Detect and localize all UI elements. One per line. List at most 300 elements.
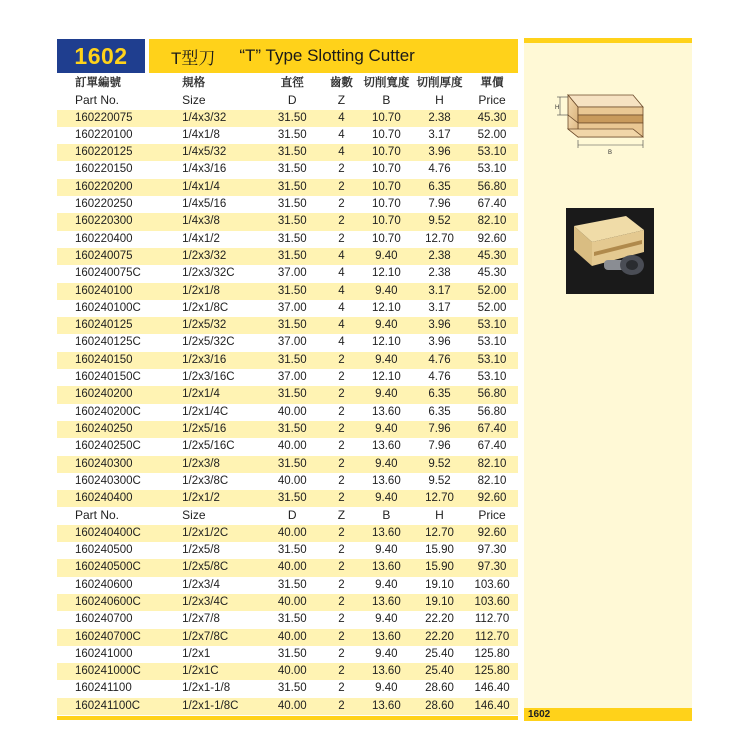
table-cell: 2 xyxy=(323,352,360,369)
table-cell: 12.70 xyxy=(413,490,466,507)
table-cell: 2 xyxy=(323,594,360,611)
table-cell: 31.50 xyxy=(261,231,323,248)
table-cell: Part No. xyxy=(57,92,168,109)
table-cell: 31.50 xyxy=(261,490,323,507)
table-row xyxy=(57,559,518,576)
table-cell: 19.10 xyxy=(413,577,466,594)
table-cell: 160240300 xyxy=(57,456,168,473)
table-cell: 3.17 xyxy=(413,127,466,144)
table-cell: 2 xyxy=(323,611,360,628)
table-row xyxy=(57,386,518,403)
side-panel-top-bar xyxy=(524,38,692,43)
table-cell: 40.00 xyxy=(261,525,323,542)
table-cell: 4 xyxy=(323,317,360,334)
table-cell: 31.50 xyxy=(261,248,323,265)
table-row xyxy=(57,300,518,317)
table-cell: 規格 xyxy=(168,75,261,92)
table-cell: 31.50 xyxy=(261,611,323,628)
table-row xyxy=(57,248,518,265)
table-cell: 160220250 xyxy=(57,196,168,213)
table-cell: 7.96 xyxy=(413,196,466,213)
table-cell: 12.10 xyxy=(360,369,413,386)
table-cell: 2 xyxy=(323,577,360,594)
table-cell: 2 xyxy=(323,490,360,507)
table-cell: 1/4x3/32 xyxy=(168,110,261,127)
slot-diagram xyxy=(548,85,648,175)
table-cell: 9.40 xyxy=(360,248,413,265)
dimension-h-label: H xyxy=(555,105,560,111)
table-cell: 31.50 xyxy=(261,317,323,334)
table-cell: 4 xyxy=(323,283,360,300)
table-cell: 40.00 xyxy=(261,594,323,611)
table-cell: D xyxy=(261,92,323,109)
table-cell: 4 xyxy=(323,248,360,265)
table-cell: 31.50 xyxy=(261,577,323,594)
table-row xyxy=(57,265,518,282)
table-cell: 10.70 xyxy=(360,179,413,196)
table-row xyxy=(57,144,518,161)
table-cell: 12.10 xyxy=(360,334,413,351)
table-cell: 2 xyxy=(323,386,360,403)
catalog-header xyxy=(57,39,518,73)
table-cell: 160220150 xyxy=(57,161,168,178)
table-cell: 3.17 xyxy=(413,300,466,317)
table-cell: 12.10 xyxy=(360,300,413,317)
table-cell: Size xyxy=(168,92,261,109)
table-cell: 9.40 xyxy=(360,456,413,473)
table-cell: 160240200 xyxy=(57,386,168,403)
table-cell: 1/2x3/32 xyxy=(168,248,261,265)
table-cell: 6.35 xyxy=(413,386,466,403)
table-cell: 160240075C xyxy=(57,265,168,282)
table-cell: 53.10 xyxy=(466,334,518,351)
table-cell: 2 xyxy=(323,421,360,438)
table-cell: 1/2x1/8 xyxy=(168,283,261,300)
table-cell: 160240125 xyxy=(57,317,168,334)
table-cell: 37.00 xyxy=(261,334,323,351)
table-cell: 1/2x1/2 xyxy=(168,490,261,507)
table-cell: 1/2x5/32 xyxy=(168,317,261,334)
table-cell: 12.70 xyxy=(413,231,466,248)
table-cell: 10.70 xyxy=(360,110,413,127)
header-row-english xyxy=(57,92,518,109)
table-cell: 2 xyxy=(323,438,360,455)
table-cell: 2 xyxy=(323,161,360,178)
table-cell: 9.40 xyxy=(360,317,413,334)
table-cell: 160241000C xyxy=(57,663,168,680)
table-cell: 160240250 xyxy=(57,421,168,438)
table-row xyxy=(57,161,518,178)
table-cell: 1/2x7/8 xyxy=(168,611,261,628)
table-cell: 2 xyxy=(323,663,360,680)
table-cell: 9.40 xyxy=(360,386,413,403)
table-cell: 2 xyxy=(323,179,360,196)
table-cell: 13.60 xyxy=(360,559,413,576)
table-cell: 1/2x1/4C xyxy=(168,404,261,421)
table-cell: 單價 xyxy=(466,75,518,92)
table-cell: Z xyxy=(323,92,360,109)
table-cell: 1/2x7/8C xyxy=(168,629,261,646)
table-row xyxy=(57,283,518,300)
table-cell: 13.60 xyxy=(360,629,413,646)
table-cell: 160241000 xyxy=(57,646,168,663)
table-cell: 9.40 xyxy=(360,611,413,628)
table-cell: 31.50 xyxy=(261,456,323,473)
table-cell: 1/4x1/4 xyxy=(168,179,261,196)
table-cell: 31.50 xyxy=(261,127,323,144)
table-cell: 82.10 xyxy=(466,456,518,473)
table-cell: 160220300 xyxy=(57,213,168,230)
table-cell: Price xyxy=(466,92,518,109)
table-cell: 67.40 xyxy=(466,196,518,213)
table-cell: 40.00 xyxy=(261,559,323,576)
table-cell: 160240500 xyxy=(57,542,168,559)
table-cell: 103.60 xyxy=(466,577,518,594)
table-cell: 53.10 xyxy=(466,161,518,178)
table-cell: 160220075 xyxy=(57,110,168,127)
table-cell: 4.76 xyxy=(413,161,466,178)
table-cell: 2 xyxy=(323,698,360,715)
table-cell: 1/2x1-1/8C xyxy=(168,698,261,715)
section-title xyxy=(149,39,518,73)
table-cell: 1/2x1/4 xyxy=(168,386,261,403)
table-cell: 9.40 xyxy=(360,646,413,663)
table-cell: 160240250C xyxy=(57,438,168,455)
table-cell: 53.10 xyxy=(466,352,518,369)
table-cell: 92.60 xyxy=(466,490,518,507)
table-cell: 40.00 xyxy=(261,629,323,646)
table-cell: 6.35 xyxy=(413,179,466,196)
table-cell: 9.40 xyxy=(360,542,413,559)
table-cell: 10.70 xyxy=(360,161,413,178)
table-cell: 92.60 xyxy=(466,231,518,248)
table-cell: 160240150C xyxy=(57,369,168,386)
table-cell: 15.90 xyxy=(413,559,466,576)
table-cell: 160240700 xyxy=(57,611,168,628)
table-cell: 160240125C xyxy=(57,334,168,351)
table-row xyxy=(57,179,518,196)
table-row xyxy=(57,594,518,611)
table-cell: 45.30 xyxy=(466,265,518,282)
table-cell: 160241100C xyxy=(57,698,168,715)
table-cell: 1/2x1 xyxy=(168,646,261,663)
table-cell: 1/2x1/2C xyxy=(168,525,261,542)
table-cell: 1/2x5/16 xyxy=(168,421,261,438)
table-cell: 2 xyxy=(323,542,360,559)
title-english: “T” Type Slotting Cutter xyxy=(239,46,415,65)
table-cell: 160220125 xyxy=(57,144,168,161)
table-cell: 160220200 xyxy=(57,179,168,196)
table-row xyxy=(57,663,518,680)
table-cell: 52.00 xyxy=(466,300,518,317)
table-cell: 2 xyxy=(323,646,360,663)
table-cell: 6.35 xyxy=(413,404,466,421)
table-cell: 1/2x1C xyxy=(168,663,261,680)
table-row xyxy=(57,196,518,213)
table-cell: Price xyxy=(466,507,518,524)
table-cell: 1/4x5/16 xyxy=(168,196,261,213)
table-row xyxy=(57,698,518,715)
table-cell: 31.50 xyxy=(261,680,323,697)
table-cell: 4 xyxy=(323,127,360,144)
table-cell: 40.00 xyxy=(261,404,323,421)
table-cell: 直徑 xyxy=(261,75,323,92)
table-row xyxy=(57,369,518,386)
table-cell: 2 xyxy=(323,559,360,576)
table-cell: 7.96 xyxy=(413,421,466,438)
table-cell: 160240075 xyxy=(57,248,168,265)
table-cell: 31.50 xyxy=(261,110,323,127)
table-cell: 160240100 xyxy=(57,283,168,300)
table-cell: 2 xyxy=(323,473,360,490)
table-cell: 1/4x3/8 xyxy=(168,213,261,230)
table-cell: 53.10 xyxy=(466,317,518,334)
table-row xyxy=(57,611,518,628)
table-cell: 2 xyxy=(323,525,360,542)
table-cell: 13.60 xyxy=(360,404,413,421)
table-cell: 37.00 xyxy=(261,265,323,282)
table-cell: 10.70 xyxy=(360,231,413,248)
table-cell: 1/2x5/8C xyxy=(168,559,261,576)
table-row xyxy=(57,110,518,127)
table-cell: 82.10 xyxy=(466,473,518,490)
table-cell: 9.40 xyxy=(360,421,413,438)
table-cell: 82.10 xyxy=(466,213,518,230)
table-cell: 9.52 xyxy=(413,456,466,473)
table-cell: 146.40 xyxy=(466,698,518,715)
table-cell: 160240200C xyxy=(57,404,168,421)
table-cell: 9.40 xyxy=(360,490,413,507)
table-cell: 160240600C xyxy=(57,594,168,611)
table-cell: 9.40 xyxy=(360,352,413,369)
table-cell: 1/2x3/8 xyxy=(168,456,261,473)
table-cell: 4 xyxy=(323,110,360,127)
table-cell: 97.30 xyxy=(466,559,518,576)
table-cell: 13.60 xyxy=(360,438,413,455)
table-row xyxy=(57,127,518,144)
table-row xyxy=(57,680,518,697)
table-cell: Part No. xyxy=(57,507,168,524)
table-cell: 4 xyxy=(323,300,360,317)
table-cell: 67.40 xyxy=(466,438,518,455)
table-cell: B xyxy=(360,507,413,524)
table-bottom-bar xyxy=(57,716,518,720)
table-cell: 2 xyxy=(323,196,360,213)
table-cell: 3.17 xyxy=(413,283,466,300)
table-cell: 1/2x3/4C xyxy=(168,594,261,611)
table-cell: 28.60 xyxy=(413,698,466,715)
table-cell: 9.52 xyxy=(413,213,466,230)
table-cell: 160240100C xyxy=(57,300,168,317)
table-row xyxy=(57,421,518,438)
table-cell: 1/4x1/2 xyxy=(168,231,261,248)
page-footer-code: 1602 xyxy=(524,708,692,721)
table-cell: 1/4x5/32 xyxy=(168,144,261,161)
table-cell: 31.50 xyxy=(261,161,323,178)
table-cell: 2.38 xyxy=(413,265,466,282)
dimension-b-label: B xyxy=(608,150,613,156)
table-cell: 160240400C xyxy=(57,525,168,542)
table-row xyxy=(57,334,518,351)
table-cell: 31.50 xyxy=(261,283,323,300)
table-cell: H xyxy=(413,92,466,109)
table-cell: 160240400 xyxy=(57,490,168,507)
table-cell: 12.70 xyxy=(413,525,466,542)
table-cell: 40.00 xyxy=(261,698,323,715)
table-cell: 13.60 xyxy=(360,473,413,490)
table-cell: 4 xyxy=(323,334,360,351)
table-cell: 10.70 xyxy=(360,213,413,230)
table-row xyxy=(57,629,518,646)
table-cell: 52.00 xyxy=(466,283,518,300)
table-cell: 40.00 xyxy=(261,438,323,455)
table-cell: 31.50 xyxy=(261,213,323,230)
table-cell: 25.40 xyxy=(413,663,466,680)
table-cell: 切削寬度 xyxy=(360,75,413,92)
table-cell: 10.70 xyxy=(360,196,413,213)
table-cell: 2 xyxy=(323,369,360,386)
table-cell: 31.50 xyxy=(261,196,323,213)
table-cell: 40.00 xyxy=(261,473,323,490)
table-row xyxy=(57,231,518,248)
table-cell: 160240150 xyxy=(57,352,168,369)
table-cell: 146.40 xyxy=(466,680,518,697)
table-cell: 4.76 xyxy=(413,352,466,369)
table-cell: 10.70 xyxy=(360,127,413,144)
table-cell: 31.50 xyxy=(261,421,323,438)
table-cell: Size xyxy=(168,507,261,524)
cutter-photo xyxy=(566,208,654,294)
table-cell: 25.40 xyxy=(413,646,466,663)
table-cell: 1/2x3/4 xyxy=(168,577,261,594)
table-cell: 1/2x3/16C xyxy=(168,369,261,386)
table-cell: 160240300C xyxy=(57,473,168,490)
table-cell: 齒數 xyxy=(323,75,360,92)
table-cell: 9.40 xyxy=(360,577,413,594)
table-cell: 13.60 xyxy=(360,663,413,680)
table-cell: 56.80 xyxy=(466,179,518,196)
table-row xyxy=(57,542,518,559)
table-cell: 9.52 xyxy=(413,473,466,490)
table-row xyxy=(57,438,518,455)
table-cell: 9.40 xyxy=(360,680,413,697)
table-cell: 160220100 xyxy=(57,127,168,144)
table-cell: 31.50 xyxy=(261,179,323,196)
table-cell: 1/2x1/8C xyxy=(168,300,261,317)
table-cell: 92.60 xyxy=(466,525,518,542)
table-cell: 52.00 xyxy=(466,127,518,144)
table-cell: 2 xyxy=(323,456,360,473)
table-row xyxy=(57,404,518,421)
table-cell: 19.10 xyxy=(413,594,466,611)
table-cell: 2 xyxy=(323,213,360,230)
table-cell: 4 xyxy=(323,144,360,161)
table-cell: 1/2x5/16C xyxy=(168,438,261,455)
table-cell: 160240500C xyxy=(57,559,168,576)
table-cell: 22.20 xyxy=(413,629,466,646)
table-cell: 160220400 xyxy=(57,231,168,248)
table-row xyxy=(57,213,518,230)
table-cell: 37.00 xyxy=(261,369,323,386)
table-cell: 2.38 xyxy=(413,248,466,265)
table-row xyxy=(57,577,518,594)
title-chinese: T型刀 xyxy=(171,48,216,68)
table-cell: 125.80 xyxy=(466,646,518,663)
table-cell: 12.10 xyxy=(360,265,413,282)
table-cell: 13.60 xyxy=(360,594,413,611)
table-cell: 1/2x5/32C xyxy=(168,334,261,351)
table-cell: 7.96 xyxy=(413,438,466,455)
table-cell: 2 xyxy=(323,680,360,697)
table-cell: 1/2x1-1/8 xyxy=(168,680,261,697)
table-cell: 13.60 xyxy=(360,698,413,715)
table-cell: 112.70 xyxy=(466,611,518,628)
table-cell: 1/2x3/8C xyxy=(168,473,261,490)
table-cell: 31.50 xyxy=(261,646,323,663)
table-cell: 28.60 xyxy=(413,680,466,697)
table-cell: H xyxy=(413,507,466,524)
table-cell: 1/2x3/32C xyxy=(168,265,261,282)
table-cell: 切削厚度 xyxy=(413,75,466,92)
table-cell: 53.10 xyxy=(466,144,518,161)
table-cell: 13.60 xyxy=(360,525,413,542)
table-cell: 31.50 xyxy=(261,386,323,403)
table-cell: 67.40 xyxy=(466,421,518,438)
header-row-english-repeat xyxy=(57,507,518,524)
table-row xyxy=(57,646,518,663)
table-row xyxy=(57,456,518,473)
table-cell: 56.80 xyxy=(466,386,518,403)
table-cell: 31.50 xyxy=(261,352,323,369)
table-cell: 4 xyxy=(323,265,360,282)
table-cell: 4.76 xyxy=(413,369,466,386)
table-row xyxy=(57,352,518,369)
table-cell: 3.96 xyxy=(413,334,466,351)
table-cell: 45.30 xyxy=(466,110,518,127)
table-cell: 37.00 xyxy=(261,300,323,317)
table-cell: 160241100 xyxy=(57,680,168,697)
table-cell: 103.60 xyxy=(466,594,518,611)
table-cell: 160240600 xyxy=(57,577,168,594)
table-cell: 10.70 xyxy=(360,144,413,161)
table-cell: 22.20 xyxy=(413,611,466,628)
table-cell: 40.00 xyxy=(261,663,323,680)
table-cell: 訂單編號 xyxy=(57,75,168,92)
table-cell: 1/4x1/8 xyxy=(168,127,261,144)
table-cell: 31.50 xyxy=(261,542,323,559)
table-row xyxy=(57,317,518,334)
table-cell: 1/2x5/8 xyxy=(168,542,261,559)
table-cell: 3.96 xyxy=(413,144,466,161)
table-cell: D xyxy=(261,507,323,524)
table-cell: 2.38 xyxy=(413,110,466,127)
table-cell: 2 xyxy=(323,231,360,248)
table-cell: 3.96 xyxy=(413,317,466,334)
table-cell: 1/2x3/16 xyxy=(168,352,261,369)
table-cell: 31.50 xyxy=(261,144,323,161)
product-table xyxy=(57,75,518,715)
table-cell: 45.30 xyxy=(466,248,518,265)
table-cell: 125.80 xyxy=(466,663,518,680)
header-row-chinese xyxy=(57,75,518,92)
table-cell: 15.90 xyxy=(413,542,466,559)
table-row xyxy=(57,473,518,490)
table-cell: 160240700C xyxy=(57,629,168,646)
table-cell: B xyxy=(360,92,413,109)
table-cell: 112.70 xyxy=(466,629,518,646)
table-cell: 97.30 xyxy=(466,542,518,559)
table-cell: 53.10 xyxy=(466,369,518,386)
